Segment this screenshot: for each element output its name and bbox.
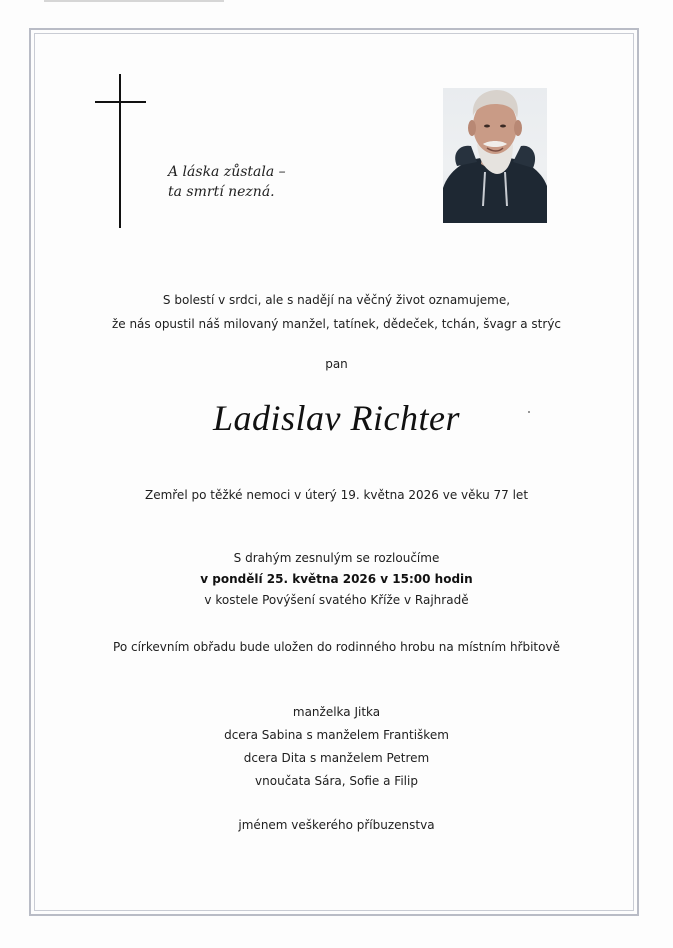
deceased-name xyxy=(0,393,673,443)
announcement-line-1: S bolestí v srdci, ale s nadějí na věčný život oznamujeme, xyxy=(162,293,511,307)
family-list xyxy=(0,701,673,793)
ceremony-info xyxy=(0,548,673,611)
burial-info-text: Po církevním obřadu bude uložen do rodinného hrobu na místním hřbitově xyxy=(113,640,560,654)
cross-vertical-bar xyxy=(119,74,121,228)
family-member: manželka Jitka xyxy=(292,705,381,719)
portrait-photo xyxy=(443,88,547,223)
burial-info xyxy=(0,639,673,655)
ceremony-datetime: v pondělí 25. května 2026 v 15:00 hodin xyxy=(200,572,473,586)
death-info-text: Zemřel po těžké nemoci v úterý 19. května 2026 ve věku 77 let xyxy=(144,488,529,502)
motto xyxy=(168,162,286,202)
motto-line-1: A láska zůstala – xyxy=(168,164,286,180)
death-info xyxy=(0,487,673,503)
deceased-name-text: Ladislav Richter xyxy=(213,398,460,438)
announcement-intro xyxy=(0,288,673,336)
honorific-text: pan xyxy=(325,357,348,371)
closing-text: jménem veškerého příbuzenstva xyxy=(238,818,435,832)
announcement-line-2: že nás opustil náš milovaný manžel, tatínek, dědeček, tchán, švagr a strýc xyxy=(111,317,562,331)
family-member: dcera Dita s manželem Petrem xyxy=(243,751,430,765)
ceremony-line-1: S drahým zesnulým se rozloučíme xyxy=(233,551,440,565)
scan-edge-line xyxy=(44,0,224,2)
honorific xyxy=(0,356,673,372)
motto-line-2: ta smrtí nezná. xyxy=(168,184,275,200)
ceremony-place: v kostele Povýšení svatého Kříže v Rajhradě xyxy=(204,593,469,607)
closing-line xyxy=(0,817,673,833)
family-member: dcera Sabina s manželem Františkem xyxy=(224,728,449,742)
family-member: vnoučata Sára, Sofie a Filip xyxy=(255,774,418,788)
cross-horizontal-bar xyxy=(95,101,146,103)
scan-speck xyxy=(528,411,530,413)
